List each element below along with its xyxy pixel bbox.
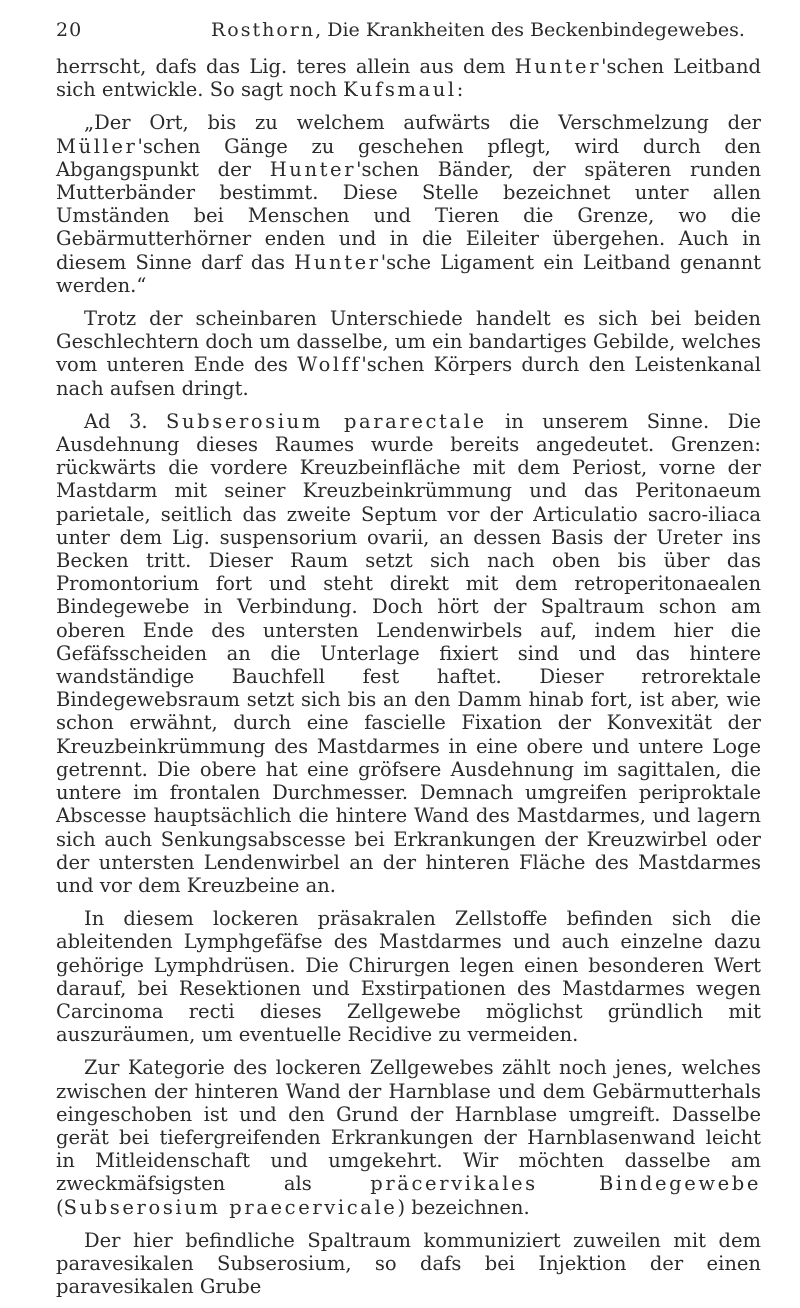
running-author: Rosthorn bbox=[211, 19, 316, 41]
text-run: 'schen Körpers durch den Leistenkanal nach aufsen dringt. bbox=[56, 353, 761, 400]
paragraph bbox=[56, 111, 761, 297]
paragraph bbox=[56, 1229, 761, 1299]
text-run: Ad 3. bbox=[84, 409, 167, 433]
paragraph bbox=[56, 1056, 761, 1218]
spaced-name: Kufsmaul bbox=[343, 78, 457, 102]
text-run: 'schen Bänder, der späteren runden Mutterbänder bestimmt. Diese Stelle bezeichnet unter allen Umständen bei Menschen und Tieren die Grenze, wo die Gebärmutterhörner enden und in die Eileiter übergehen. Auch in diesem Sinne darf das bbox=[56, 157, 762, 274]
text-run: 'schen Leitband sich entwickle. So sagt noch bbox=[56, 55, 761, 102]
running-title-text: , Die Krankheiten des Beckenbindegewebes. bbox=[315, 19, 745, 41]
spaced-name: Hunter bbox=[269, 157, 357, 181]
running-title bbox=[211, 16, 745, 44]
paragraph bbox=[56, 307, 761, 400]
text-run: Trotz der scheinbaren Unterschiede handelt es sich bei beiden Geschlechtern doch um dasselbe, um ein bandartiges Gebilde, welches vom unteren Ende des bbox=[56, 307, 761, 377]
text-run: ) bezeichnen. bbox=[397, 1195, 530, 1219]
spaced-term: Subserosium praecervicale bbox=[63, 1195, 398, 1219]
spaced-name: Hunter bbox=[294, 250, 381, 274]
text-run: 'schen Gänge zu geschehen pflegt, wird durch den Abgangspunkt der bbox=[56, 134, 761, 181]
spaced-name: Wolff bbox=[297, 353, 362, 377]
text-run: Zur Kategorie des lockeren Zellgewebes zählt noch jenes, welches zwischen der hinteren Wand der Harnblase und dem Gebärmutterhals eingeschoben ist und den Grund der Harnblase umgreift. Dasselbe gerät bei tiefergreifenden Erkrankungen der Harnblasenwand leicht in Mitleidenschaft und umgekehrt. Wir möchten dasselbe am zweckmäfsigsten als bbox=[56, 1056, 761, 1196]
spaced-term: präcervikales Bindegewebe bbox=[370, 1172, 761, 1196]
paragraph bbox=[56, 55, 761, 101]
text-run: In diesem lockeren präsakralen Zellstoffe befinden sich die ableitenden Lymphgefäfse des Mastdarmes und auch einzelne dazu gehörige Lymphdrüsen. Die Chirurgen legen einen besonderen Wert darauf, bei Resektionen und Exstirpationen des Mastdarmes wegen Carcinoma recti dieses Zellgewebe möglichst gründlich mit auszuräumen, um eventuelle Recidive zu vermeiden. bbox=[56, 907, 761, 1047]
text-run: Der hier befindliche Spaltraum kommuniziert zuweilen mit dem paravesikalen Subserosium, so dafs bei Injektion der einen paravesikalen Grube bbox=[56, 1228, 761, 1299]
text-run: ( bbox=[56, 1195, 64, 1219]
text-run: 'sche Ligament ein Leitband genannt werden.“ bbox=[56, 250, 761, 297]
spaced-term: Subserosium pararectale bbox=[166, 409, 487, 433]
text-run: : bbox=[456, 78, 464, 102]
page-number: 20 bbox=[56, 19, 83, 41]
text-run: „Der Ort, bis zu welchem aufwärts die Verschmelzung der bbox=[84, 111, 761, 135]
body-text bbox=[56, 55, 761, 1308]
paragraph bbox=[56, 410, 761, 897]
spaced-name: Müller bbox=[56, 134, 138, 158]
running-header bbox=[56, 16, 756, 44]
text-run: in unserem Sinne. Die Ausdehnung dieses Raumes wurde bereits angedeutet. Grenzen: rückwärts die vordere Kreuzbeinfläche mit dem Periost, vorne der Mastdarm mit seiner Kreuzbeinkrümmung und das Peritonaeum parietale, seitlich das zweite Septum vor der Articulatio sacro-iliaca unter dem Lig. suspensorium ovarii, an dessen Basis der Ureter ins Becken tritt. Dieser Raum setzt sich nach oben bis über das Promontorium fort und steht direkt mit dem retroperitonaealen Bindegewebe in Verbindung. Doch hört der Spaltraum schon am oberen Ende des untersten Lendenwirbels auf, indem hier die Gefäfsscheiden an die Unterlage fixiert sind und das hintere wandständige Bauchfell fest haftet. Dieser retrorektale Bindegewebsraum setzt sich bis an den Damm hinab fort, ist aber, wie schon erwähnt, durch eine fascielle Fixation der Konvexität der Kreuzbeinkrümmung des Mastdarmes in eine obere und untere Loge getrennt. Die obere hat eine gröfsere Ausdehnung im sagittalen, die untere im frontalen Durchmesser. Demnach umgreifen periproktale Abscesse hauptsächlich die hintere Wand des Mastdarmes, und lagern sich auch Senkungsabscesse bei Erkrankungen der Kreuzwirbel oder der untersten Lendenwirbel an der hinteren Fläche des Mastdarmes und vor dem Kreuzbeine an. bbox=[56, 409, 761, 897]
paragraph bbox=[56, 907, 761, 1046]
text-run: herrscht, dafs das Lig. teres allein aus dem bbox=[56, 55, 515, 78]
spaced-name: Hunter bbox=[514, 55, 602, 78]
